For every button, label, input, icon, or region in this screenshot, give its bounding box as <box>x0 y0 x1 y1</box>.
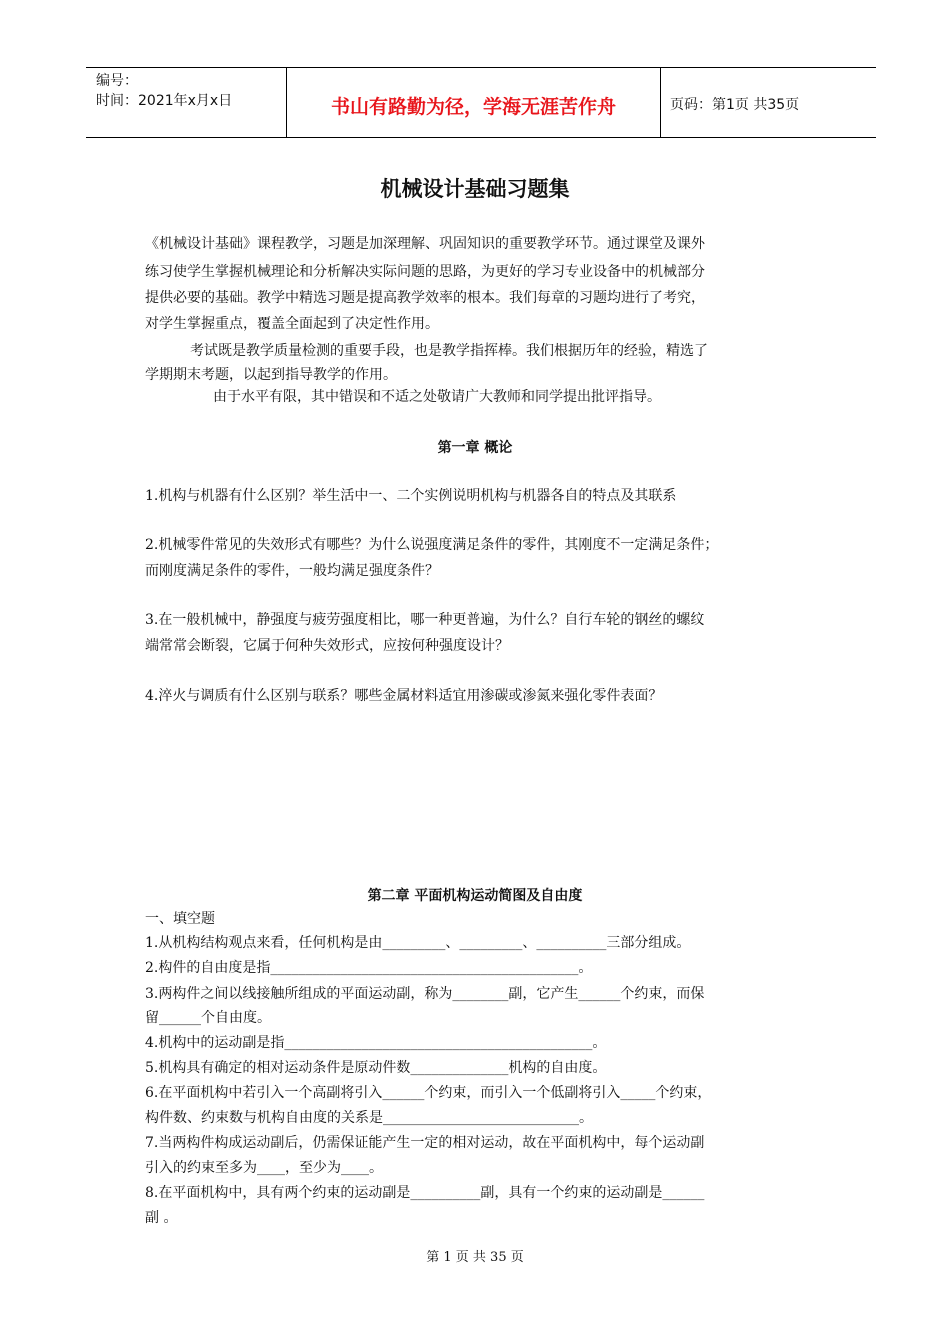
fill-blank-line: 8.在平面机构中，具有两个约束的运动副是__________副，具有一个约束的运动副是______ <box>145 1185 705 1201</box>
header-motto-cell <box>287 68 661 137</box>
header-page-cell <box>661 68 876 137</box>
intro-line: 学期期末考题，以起到指导教学的作用。 <box>145 367 397 383</box>
intro-line: 对学生掌握重点，覆盖全面起到了决定性作用。 <box>145 316 439 332</box>
header-info-cell <box>86 68 287 137</box>
chapter1-question: 2.机械零件常见的失效形式有哪些？为什么说强度满足条件的零件，其刚度不一定满足条件； <box>145 537 719 553</box>
fill-blank-line: 引入的约束至多为____，至少为____。 <box>145 1160 383 1176</box>
page-code: 页码：第1页 共35页 <box>670 97 800 113</box>
intro-line: 由于水平有限，其中错误和不适之处敬请广大教师和同学提出批评指导。 <box>213 389 661 405</box>
number-label: 编号： <box>96 73 138 89</box>
fill-blank-line: 5.机构具有确定的相对运动条件是原动件数______________机构的自由度。 <box>145 1060 607 1076</box>
document-title: 机械设计基础习题集 <box>380 177 570 201</box>
chapter1-question: 3.在一般机械中，静强度与疲劳强度相比，哪一种更普遍，为什么？自行车轮的钢丝的螺纹 <box>145 612 705 628</box>
chapter1-question: 而刚度满足条件的零件，一般均满足强度条件？ <box>145 563 439 579</box>
page-footer: 第 1 页 共 35 页 <box>426 1250 524 1265</box>
fill-blank-line: 留______个自由度。 <box>145 1010 271 1026</box>
page-header <box>86 67 876 138</box>
motto-text: 书山有路勤为径，学海无涯苦作舟 <box>330 96 616 118</box>
section-heading: 一、填空题 <box>145 911 215 927</box>
fill-blank-line: 4.机构中的运动副是指____________________________________________。 <box>145 1035 607 1051</box>
fill-blank-line: 副 。 <box>145 1210 178 1226</box>
fill-blank-line: 构件数、约束数与机构自由度的关系是____________________________。 <box>145 1110 593 1126</box>
chapter1-question: 1.机构与机器有什么区别？举生活中一、二个实例说明机构与机器各自的特点及其联系 <box>145 488 677 504</box>
chapter1-question: 4.淬火与调质有什么区别与联系？哪些金属材料适宜用渗碳或渗氮来强化零件表面？ <box>145 688 663 704</box>
time-label: 时间：2021年x月x日 <box>96 93 233 109</box>
intro-line: 练习使学生掌握机械理论和分析解决实际问题的思路，为更好的学习专业设备中的机械部分 <box>145 264 705 280</box>
intro-line: 提供必要的基础。教学中精选习题是提高教学效率的根本。我们每章的习题均进行了考究， <box>145 290 705 306</box>
fill-blank-line: 1.从机构结构观点来看，任何机构是由_________、_________、__________三部分组成。 <box>145 935 691 951</box>
fill-blank-line: 3.两构件之间以线接触所组成的平面运动副，称为________副，它产生______个约束，而保 <box>145 986 705 1002</box>
intro-line: 考试既是教学质量检测的重要手段，也是教学指挥棒。我们根据历年的经验，精选了 <box>190 343 708 359</box>
fill-blank-line: 6.在平面机构中若引入一个高副将引入______个约束，而引入一个低副将引入_____个约束， <box>145 1085 712 1101</box>
fill-blank-line: 2.构件的自由度是指____________________________________________。 <box>145 960 593 976</box>
fill-blank-line: 7.当两构件构成运动副后，仍需保证能产生一定的相对运动，故在平面机构中，每个运动副 <box>145 1135 705 1151</box>
chapter1-title: 第一章 概论 <box>437 440 513 456</box>
chapter2-title: 第二章 平面机构运动简图及自由度 <box>367 888 583 904</box>
intro-line: 《机械设计基础》课程教学，习题是加深理解、巩固知识的重要教学环节。通过课堂及课外 <box>145 236 705 252</box>
chapter1-question: 端常常会断裂，它属于何种失效形式，应按何种强度设计？ <box>145 638 509 654</box>
